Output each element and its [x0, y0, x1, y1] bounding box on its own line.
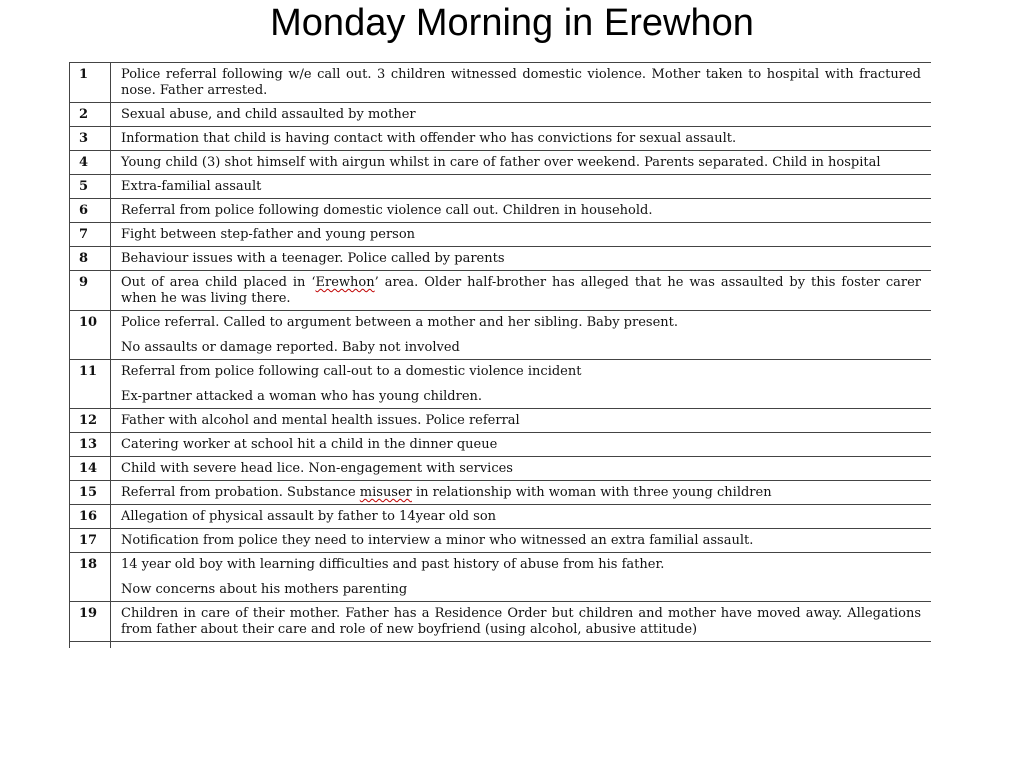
case-description: [111, 553, 932, 602]
table-row: [70, 602, 932, 642]
table-row: [70, 505, 932, 529]
case-description-line: Fight between step-father and young person: [121, 227, 416, 242]
table-row: [70, 529, 932, 553]
case-number: 7: [70, 223, 111, 247]
case-number: 13: [70, 433, 111, 457]
case-number: 9: [70, 271, 111, 311]
spellcheck-flag: misuser: [359, 485, 412, 500]
case-description: [111, 529, 932, 553]
slide-title: Monday Morning in Erewhon: [270, 2, 754, 44]
case-number: 2: [70, 103, 111, 127]
table-row: [70, 553, 932, 602]
case-number: 8: [70, 247, 111, 271]
case-description: [111, 103, 932, 127]
case-description: [111, 360, 932, 409]
table-row: [70, 433, 932, 457]
cases-table: [69, 62, 931, 648]
table-row: [70, 457, 932, 481]
table-row: [70, 360, 932, 409]
table-row: [70, 63, 932, 103]
case-number: 17: [70, 529, 111, 553]
cases-table-container: [69, 62, 931, 740]
case-number: 10: [70, 311, 111, 360]
case-description: [111, 505, 932, 529]
case-description: [111, 247, 932, 271]
case-number: 11: [70, 360, 111, 409]
case-description-line: Out of area child placed in ‘Erewhon’ area. Older half-brother has alleged that he was assaulted by this foster carer when he was living there.: [121, 275, 921, 306]
case-description-line: Referral from probation. Substance misuser in relationship with woman with three young children: [121, 485, 772, 500]
case-description-line: Referral from police following domestic violence call out. Children in household.: [121, 203, 653, 218]
case-description: [111, 175, 932, 199]
case-description: [111, 151, 932, 175]
table-row: [70, 199, 932, 223]
case-description: [111, 311, 932, 360]
case-description-line: Allegation of physical assault by father to 14year old son: [121, 509, 497, 524]
case-description: [111, 457, 932, 481]
case-number: 1: [70, 63, 111, 103]
case-description-line: Children in care of their mother. Father has a Residence Order but children and mother have moved away. Allegations from father about their care and role of new boyfriend (using alcohol, abusive attitude): [121, 606, 921, 637]
case-description-line: Police referral. Called to argument between a mother and her sibling. Baby present.: [121, 315, 679, 330]
case-number: 14: [70, 457, 111, 481]
table-row: [70, 481, 932, 505]
case-number: 4: [70, 151, 111, 175]
case-number: 5: [70, 175, 111, 199]
case-description-line: Young child (3) shot himself with airgun whilst in care of father over weekend. Parents separated. Child in hospital: [121, 155, 881, 170]
case-number: 15: [70, 481, 111, 505]
case-description: [111, 642, 932, 649]
table-row: [70, 247, 932, 271]
case-description-line: Now concerns about his mothers parenting: [121, 582, 408, 597]
case-description: [111, 409, 932, 433]
table-row: [70, 151, 932, 175]
case-description-line: Police referral following w/e call out. 3 children witnessed domestic violence. Mother taken to hospital with fractured nose. Father arrested.: [121, 67, 921, 98]
case-number: [70, 642, 111, 649]
table-row: [70, 271, 932, 311]
table-row: [70, 223, 932, 247]
case-description: [111, 481, 932, 505]
table-row-partial: [70, 642, 932, 649]
case-description-line: Sexual abuse, and child assaulted by mother: [121, 107, 416, 122]
case-description: [111, 271, 932, 311]
case-description-line: Referral from police following call-out to a domestic violence incident: [121, 364, 582, 379]
case-description-line: Child with severe head lice. Non-engagement with services: [121, 461, 513, 476]
case-description: [111, 63, 932, 103]
case-description-line: Notification from police they need to interview a minor who witnessed an extra familial assault.: [121, 533, 754, 548]
case-description: [111, 199, 932, 223]
case-number: 18: [70, 553, 111, 602]
case-number: 16: [70, 505, 111, 529]
case-number: 6: [70, 199, 111, 223]
case-description-line: No assaults or damage reported. Baby not involved: [121, 340, 460, 355]
case-description-line: 14 year old boy with learning difficulties and past history of abuse from his father.: [121, 557, 665, 572]
table-row: [70, 127, 932, 151]
table-row: [70, 103, 932, 127]
spellcheck-flag: Erewhon: [315, 275, 375, 290]
table-row: [70, 175, 932, 199]
case-description-line: Behaviour issues with a teenager. Police called by parents: [121, 251, 505, 266]
case-description-line: Ex-partner attacked a woman who has young children.: [121, 389, 483, 404]
case-number: 12: [70, 409, 111, 433]
case-description-line: Information that child is having contact with offender who has convictions for sexual assault.: [121, 131, 737, 146]
case-number: 19: [70, 602, 111, 642]
case-description: [111, 433, 932, 457]
table-row: [70, 311, 932, 360]
case-description-line: Extra-familial assault: [121, 179, 262, 194]
case-description-line: Father with alcohol and mental health issues. Police referral: [121, 413, 520, 428]
case-description: [111, 223, 932, 247]
cases-table-body: [70, 63, 932, 649]
case-description: [111, 127, 932, 151]
table-row: [70, 409, 932, 433]
case-description-line: Catering worker at school hit a child in the dinner queue: [121, 437, 498, 452]
case-number: 3: [70, 127, 111, 151]
case-description: [111, 602, 932, 642]
